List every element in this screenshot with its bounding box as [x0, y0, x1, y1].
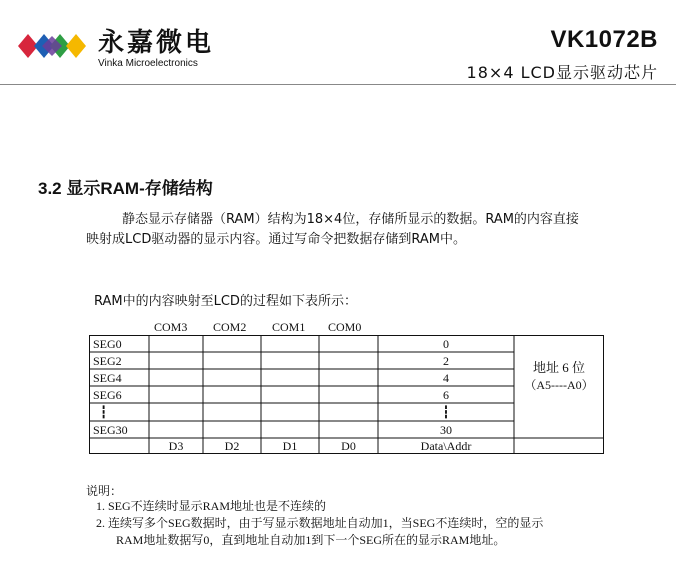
seg-row-label: SEG0	[93, 337, 122, 351]
seg-row-ellipsis: ┇	[100, 405, 108, 419]
ram-mapping-table	[89, 335, 604, 454]
note-item: 1. SEG不连续时显示RAM地址也是不连续的	[96, 499, 327, 513]
model-number: VK1072B	[550, 26, 658, 53]
addr-cell: 4	[443, 371, 449, 385]
header-divider	[0, 84, 676, 85]
paragraph-line-2: 映射成LCD驱动器的显示内容。通过写命令把数据存储到RAM中。	[86, 232, 466, 247]
table-intro: RAM中的内容映射至LCD的过程如下表所示：	[94, 294, 357, 309]
footer-cell: Data\Addr	[420, 439, 472, 453]
com-header: COM1	[272, 320, 306, 334]
brand-name-en: Vinka Microelectronics	[98, 58, 198, 69]
brand-name-cn: 永嘉微电	[98, 28, 215, 58]
footer-cell: D2	[224, 439, 240, 453]
address-width-label: 地址 6 位	[532, 360, 585, 375]
address-range-label: （A5----A0）	[524, 378, 594, 392]
com-header: COM2	[213, 320, 247, 334]
com-header: COM0	[328, 320, 362, 334]
com-header: COM3	[154, 320, 188, 334]
addr-cell-ellipsis: ┇	[442, 405, 450, 419]
section-title: 3.2 显示RAM-存储结构	[38, 179, 213, 198]
footer-cell: D0	[341, 439, 356, 453]
seg-row-label: SEG4	[93, 371, 122, 385]
addr-cell: 6	[443, 388, 449, 402]
paragraph-line-1: 静态显示存储器（RAM）结构为18×4位，存储所显示的数据。RAM的内容直接	[122, 212, 579, 227]
seg-row-label: SEG30	[93, 423, 128, 437]
addr-cell: 2	[443, 354, 449, 368]
note-item: 2. 连续写多个SEG数据时，由于写显示数据地址自动加1，当SEG不连续时，空的显示	[96, 516, 544, 530]
footer-cell: D3	[168, 439, 184, 453]
product-subtitle: 18×4 LCD显示驱动芯片	[466, 63, 658, 82]
note-item-continuation: RAM地址数据写0，直到地址自动加1到下一个SEG所在的显示RAM地址。	[116, 533, 506, 547]
footer-cell: D1	[282, 439, 298, 453]
addr-cell: 0	[443, 337, 449, 351]
addr-cell: 30	[440, 423, 452, 437]
notes-title: 说明：	[86, 484, 123, 498]
seg-row-label: SEG2	[93, 354, 122, 368]
vinka-logo-icon	[8, 24, 94, 68]
seg-row-label: SEG6	[93, 388, 122, 402]
